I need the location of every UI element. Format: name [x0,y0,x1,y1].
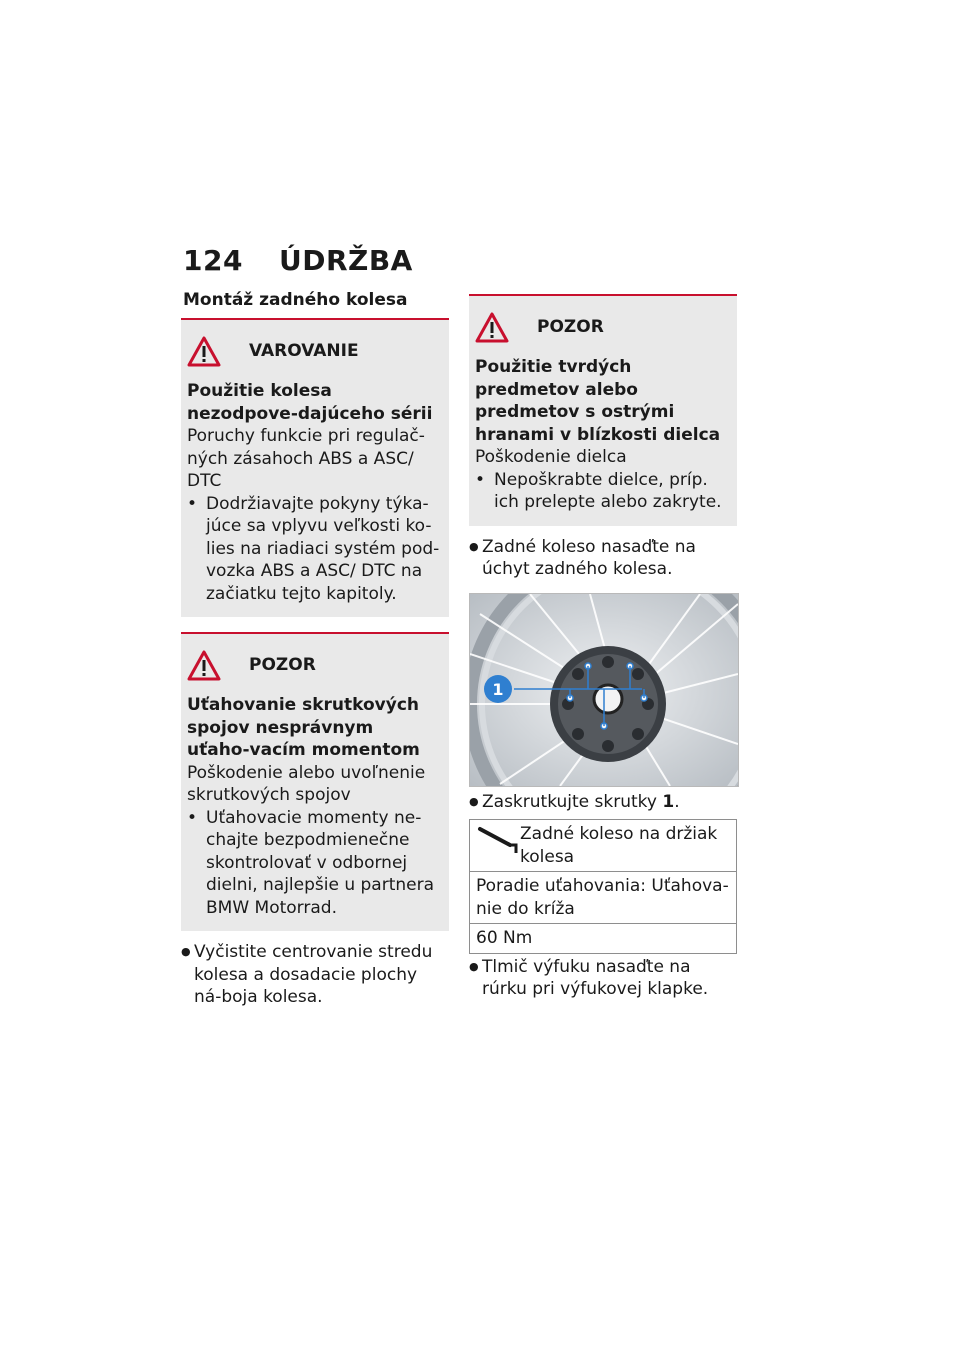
page-number: 124 [183,244,243,277]
wheel-figure [469,593,739,787]
torque-wrench-icon [476,823,520,868]
warning-line: Poruchy funkcie pri regulač- [187,426,425,446]
bolt-reference: 1 [662,791,675,812]
spec-title: Zadné koleso na držiak kolesa [520,824,718,867]
caution-title: Použitie tvrdých predmetov alebo predmetov s ostrými hranami v blízkosti dielca [475,357,721,445]
caution-bullet: • Nepoškrabte dielce, príp. ich prelepte alebo zakryte. [475,469,729,514]
caution-box-1 [181,632,449,931]
section-title: Montáž zadného kolesa [183,290,408,310]
step-mount-muffler: ● Tlmič výfuku nasaďte na rúrku pri výfukovej klapke. [469,956,737,1001]
left-column [181,318,449,1009]
torque-spec-table [469,819,737,954]
step-text: . [674,791,680,812]
spec-sequence: Poradie uťahovania: Uťahova-nie do kríža [470,872,737,924]
caution-line: skrutkových spojov [187,785,351,805]
step-list-left [181,941,449,1009]
caution-line: Poškodenie dielca [475,447,627,467]
warning-title: Použitie kolesa nezodpove-dajúceho sérii [187,381,433,424]
step-mount-wheel: ● Zadné koleso nasaďte na úchyt zadného kolesa. [469,536,737,581]
step-list-right-3 [469,956,737,1001]
warning-triangle-icon [187,336,221,368]
warning-triangle-icon [475,312,509,344]
caution-line: Poškodenie alebo uvoľnenie [187,762,426,783]
warning-triangle-icon [187,650,221,682]
warning-label: VAROVANIE [249,341,359,361]
warning-box [181,318,449,617]
warning-line: DTC [187,471,222,491]
figure-callout-1: 1 [492,679,504,699]
right-column [469,294,737,1001]
chapter-title: ÚDRŽBA [279,244,413,277]
page-header [183,244,413,277]
step-text: Zaskrutkujte skrutky [482,791,663,812]
warning-line: ných zásahoch ABS a ASC/ [187,448,414,469]
caution-bullet: • Uťahovacie momenty ne-chajte bezpodmienečne skontrolovať v odbornej dielni, najlepšie u partnera BMW Motorrad. [187,807,441,920]
caution-title: Uťahovanie skrutkových spojov nesprávnym uťaho-vacím momentom [187,695,420,760]
caution-label: POZOR [249,655,316,675]
caution-label: POZOR [537,317,604,337]
step-list-right [469,536,737,581]
warning-bullet: • Dodržiavajte pokyny týka-júce sa vplyvu veľkosti ko-lies na riadiaci systém pod-vozka ABS a ASC/ DTC na začiatku tejto kapitoly. [187,493,441,606]
step-clean-hub: ● Vyčistite centrovanie stredu kolesa a dosadacie plochy ná-boja kolesa. [181,941,449,1009]
spec-title-cell [470,820,737,872]
caution-box-2 [469,294,737,526]
step-list-right-2 [469,791,737,814]
rear-wheel-illustration [470,594,738,786]
spec-torque-value: 60 Nm [470,924,737,954]
step-tighten-bolts [469,791,737,814]
